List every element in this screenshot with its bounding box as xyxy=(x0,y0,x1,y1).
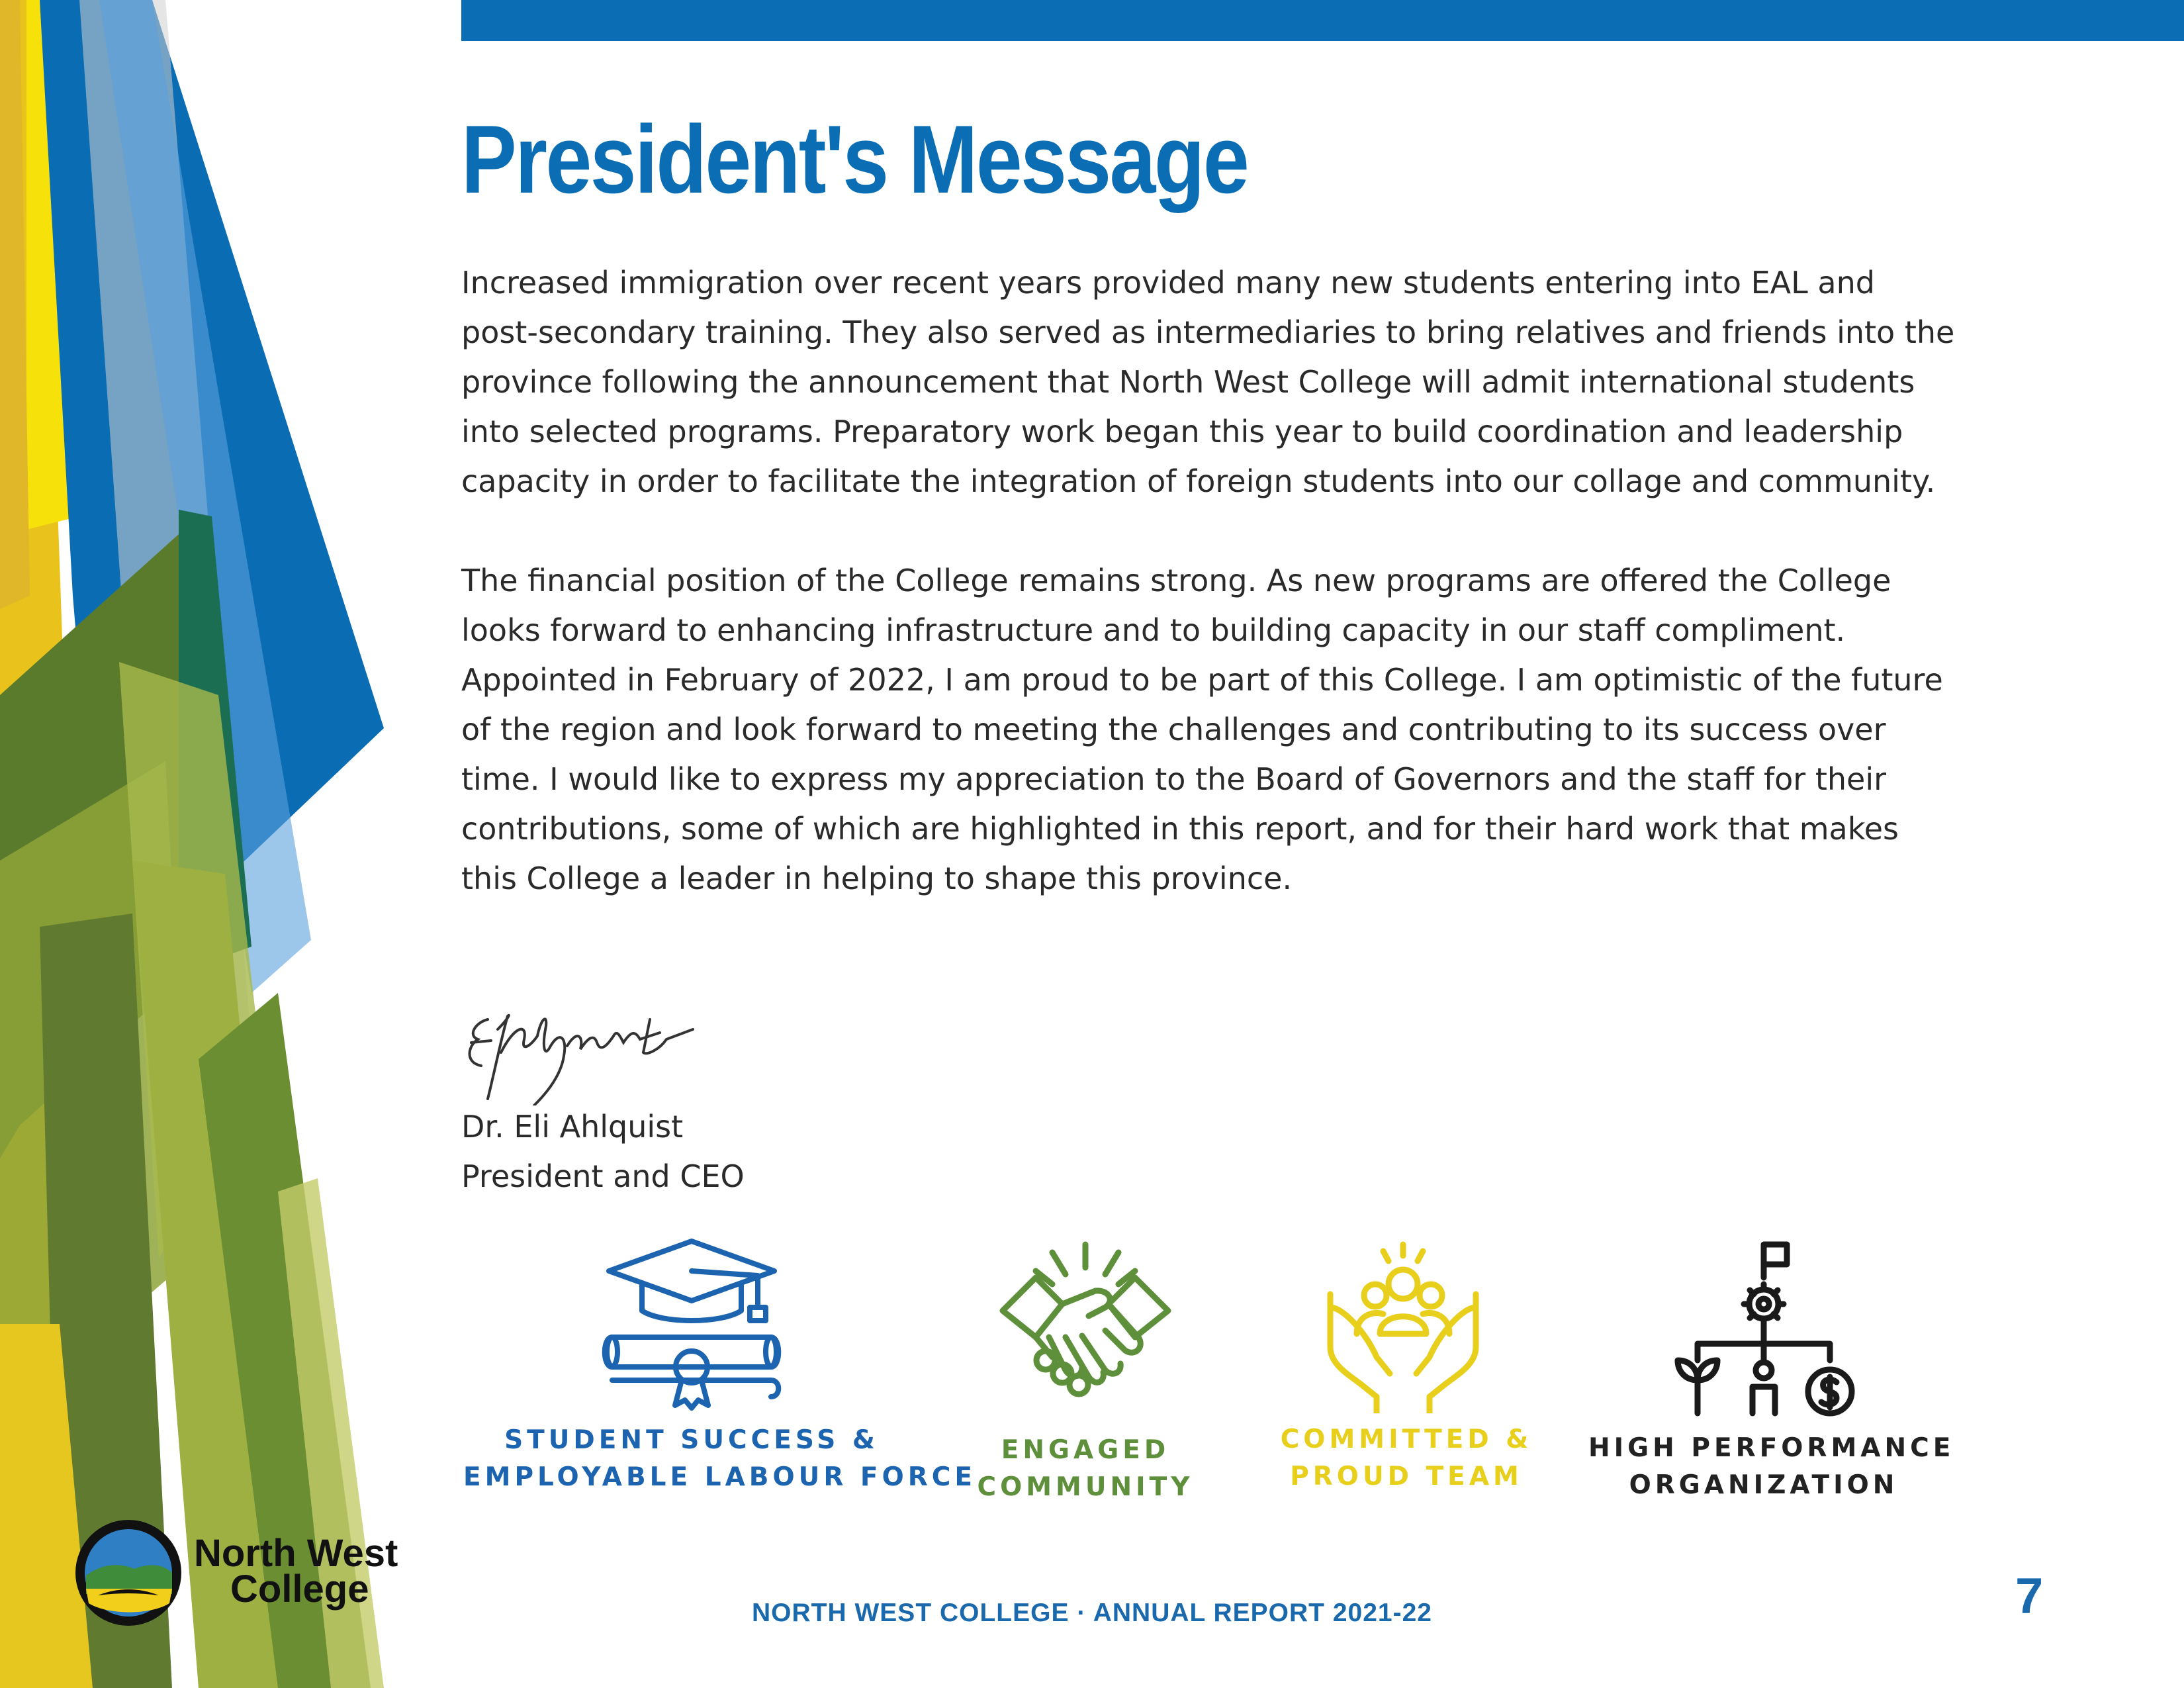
signature-block xyxy=(461,1102,745,1201)
pillar-label-line1: COMMITTED & xyxy=(1280,1425,1533,1454)
pillar-engaged-community xyxy=(960,1432,1211,1506)
handwritten-signature xyxy=(461,1000,739,1105)
decorative-stripes xyxy=(0,0,397,1688)
message-body xyxy=(461,258,1957,953)
pillar-label-line1: HIGH PERFORMANCE xyxy=(1588,1433,1955,1463)
pillar-high-performance xyxy=(1588,1430,1955,1504)
signatory-name: Dr. Eli Ahlquist xyxy=(461,1109,684,1145)
pillar-student-success xyxy=(463,1422,977,1496)
graduation-diploma-icon xyxy=(599,1235,784,1413)
pillar-label-line2: PROUD TEAM xyxy=(1290,1462,1523,1491)
pillar-label-line2: ORGANIZATION xyxy=(1629,1470,1899,1500)
logo-emblem-icon xyxy=(71,1516,185,1630)
logo-text-line2: College xyxy=(230,1568,369,1611)
team-in-hands-icon xyxy=(1317,1241,1489,1413)
pillar-label-line1: STUDENT SUCCESS & xyxy=(504,1425,879,1455)
page-title: President's Message xyxy=(461,105,1248,213)
signatory-role: President and CEO xyxy=(461,1158,745,1194)
org-chart-icon xyxy=(1668,1238,1860,1417)
pillar-label-line1: ENGAGED xyxy=(1001,1435,1170,1465)
page-number: 7 xyxy=(2015,1568,2044,1624)
top-accent-bar xyxy=(461,0,2184,41)
pillar-label-line2: EMPLOYABLE LABOUR FORCE xyxy=(463,1462,977,1492)
handshake-icon xyxy=(996,1238,1175,1417)
paragraph: The financial position of the College remains strong. As new programs are offered the College looks forward to enhancing infrastructure and to building capacity in our staff compliment. Appointed in February of 2022, I am proud to be part of this College. I am optimistic of the future of the region and look forward to meeting the challenges and contributing to its success over time. I would like to express my appreciation to the Board of Governors and the staff for their contributions, some of which are highlighted in this report, and for their hard work that makes this College a leader in helping to shape this province. xyxy=(461,563,1943,896)
pillar-committed-team xyxy=(1277,1421,1535,1495)
paragraph: Increased immigration over recent years provided many new students entering into EAL and post-secondary training. They also served as intermediaries to bring relatives and friends into the province following the announcement that North West College will admit international students into selected programs. Preparatory work began this year to build coordination and leadership capacity in order to facilitate the integration of foreign students into our collage and community. xyxy=(461,265,1955,499)
footer-title: NORTH WEST COLLEGE · ANNUAL REPORT 2021-22 xyxy=(752,1599,1432,1627)
college-logo xyxy=(71,1516,416,1628)
logo-text-line1: North West xyxy=(194,1532,398,1575)
pillar-label-line2: COMMUNITY xyxy=(977,1472,1194,1502)
